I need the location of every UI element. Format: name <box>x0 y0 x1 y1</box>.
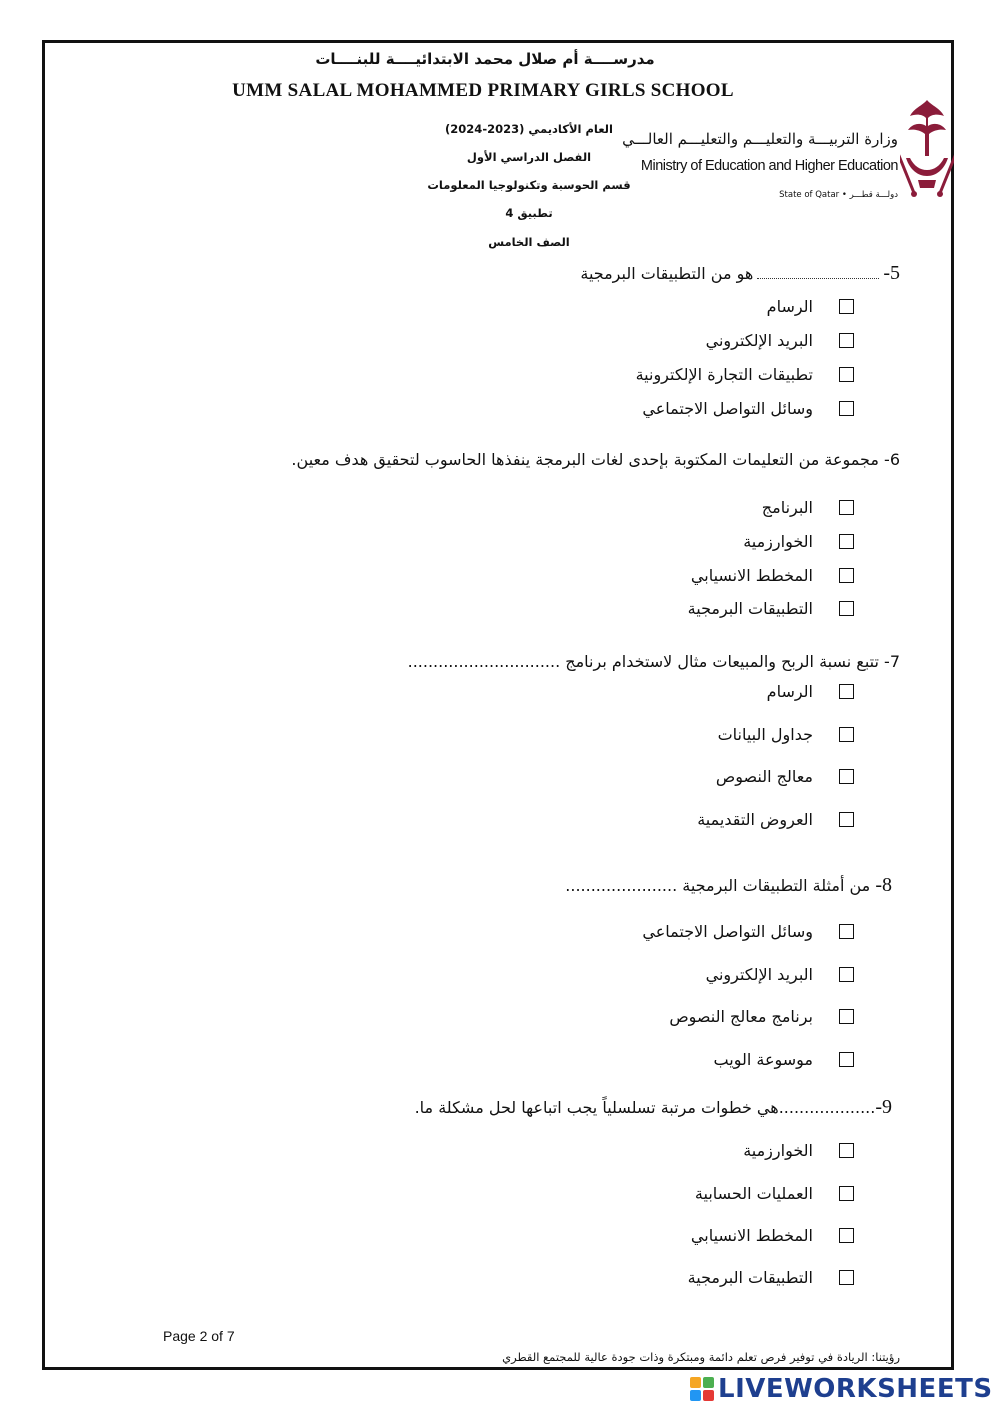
checkbox[interactable] <box>839 769 854 784</box>
state-of-qatar: State of Qatar • دولـــة قطـــر <box>779 190 898 200</box>
grade: الصف الخامس <box>488 235 570 249</box>
question-text: تتبع نسبة الربح والمبيعات مثال لاستخدام برنامج .............................. <box>407 652 879 671</box>
option-label: تطبيقات التجارة الإلكترونية <box>635 365 813 384</box>
checkbox[interactable] <box>839 1186 854 1201</box>
option-5-2[interactable] <box>706 331 854 350</box>
academic-year: العام الأكاديمي (2023-2024) <box>445 122 613 136</box>
option-label: العروض التقديمية <box>697 810 813 829</box>
option-5-3[interactable] <box>636 365 854 384</box>
checkbox[interactable] <box>839 812 854 827</box>
question-8 <box>565 874 892 897</box>
checkbox[interactable] <box>839 333 854 348</box>
option-8-3[interactable] <box>669 1007 854 1026</box>
question-text: من أمثلة التطبيقات البرمجية ...................... <box>565 876 871 895</box>
option-6-2[interactable] <box>743 532 854 551</box>
qatar-emblem-icon <box>900 96 954 208</box>
option-8-1[interactable] <box>642 922 854 941</box>
school-name-arabic: مدرســــة أم صلال محمد الابتدائيــــة للبنــــات <box>315 50 655 68</box>
checkbox[interactable] <box>839 1143 854 1158</box>
checkbox[interactable] <box>839 601 854 616</box>
option-6-1[interactable] <box>762 498 854 517</box>
option-7-3[interactable] <box>716 767 854 786</box>
checkbox[interactable] <box>839 500 854 515</box>
option-label: العمليات الحسابية <box>694 1184 813 1203</box>
option-7-4[interactable] <box>697 810 854 829</box>
ministry-logo <box>622 96 954 208</box>
option-9-1[interactable] <box>743 1141 854 1160</box>
liveworksheets-logo[interactable] <box>690 1374 993 1404</box>
option-7-2[interactable] <box>718 725 854 744</box>
department: قسم الحوسبة وتكنولوجيا المعلومات <box>427 178 631 192</box>
ministry-name-arabic: وزارة التربيـــة والتعليـــم والتعليـــم العالـــي <box>622 130 898 148</box>
option-label: الرسام <box>766 297 813 316</box>
option-9-4[interactable] <box>688 1268 854 1287</box>
question-number: 7- <box>884 652 900 671</box>
checkbox[interactable] <box>839 401 854 416</box>
checkbox[interactable] <box>839 1228 854 1243</box>
checkbox[interactable] <box>839 684 854 699</box>
worksheet-number: تطبيق 4 <box>505 206 553 220</box>
option-label: البرنامج <box>761 498 813 517</box>
question-9 <box>415 1096 892 1119</box>
option-9-3[interactable] <box>691 1226 854 1245</box>
checkbox[interactable] <box>839 367 854 382</box>
option-5-4[interactable] <box>642 399 854 418</box>
option-label: معالج النصوص <box>715 767 813 786</box>
option-label: الرسام <box>766 682 813 701</box>
question-text: مجموعة من التعليمات المكتوبة بإحدى لغات البرمجة ينفذها الحاسوب لتحقيق هدف معين. <box>291 450 879 469</box>
option-5-1[interactable] <box>767 297 854 316</box>
option-label: التطبيقات البرمجية <box>687 1268 813 1287</box>
option-label: المخطط الانسيابي <box>690 1226 813 1245</box>
option-label: وسائل التواصل الاجتماعي <box>642 399 813 418</box>
question-7 <box>408 652 900 671</box>
option-label: البريد الإلكتروني <box>705 331 813 350</box>
checkbox[interactable] <box>839 534 854 549</box>
option-label: الخوارزمية <box>743 532 813 551</box>
checkbox[interactable] <box>839 1270 854 1285</box>
option-6-4[interactable] <box>688 599 854 618</box>
checkbox[interactable] <box>839 967 854 982</box>
option-8-4[interactable] <box>714 1050 854 1069</box>
checkbox[interactable] <box>839 1052 854 1067</box>
liveworksheets-icon <box>690 1377 714 1401</box>
ministry-name-english: Ministry of Education and Higher Education <box>640 158 898 174</box>
option-label: التطبيقات البرمجية <box>687 599 813 618</box>
question-5 <box>580 262 900 285</box>
question-number: 5- <box>883 262 900 284</box>
question-number: 6- <box>884 450 900 469</box>
option-9-2[interactable] <box>695 1184 854 1203</box>
question-text: ...................هي خطوات مرتبة تسلسلياً يجب اتباعها لحل مشكلة ما. <box>414 1098 876 1117</box>
option-label: موسوعة الويب <box>713 1050 813 1069</box>
option-label: الخوارزمية <box>743 1141 813 1160</box>
checkbox[interactable] <box>839 924 854 939</box>
page-number: Page 2 of 7 <box>163 1328 235 1344</box>
answer-blank[interactable] <box>757 272 879 279</box>
semester: الفصل الدراسي الأول <box>466 150 592 164</box>
vision-statement: رؤيتنا: الريادة في توفير فرص تعلم دائمة ومبتكرة وذات جودة عالية للمجتمع القطري <box>502 1350 900 1364</box>
school-name-english: UMM SALAL MOHAMMED PRIMARY GIRLS SCHOOL <box>232 80 734 101</box>
checkbox[interactable] <box>839 568 854 583</box>
option-6-3[interactable] <box>691 566 854 585</box>
option-label: جداول البيانات <box>717 725 813 744</box>
checkbox[interactable] <box>839 1009 854 1024</box>
option-label: برنامج معالج النصوص <box>669 1007 813 1026</box>
option-label: وسائل التواصل الاجتماعي <box>642 922 813 941</box>
question-6 <box>291 450 900 469</box>
question-number: 9- <box>875 1096 892 1118</box>
option-8-2[interactable] <box>706 965 854 984</box>
question-number: 8- <box>875 874 892 896</box>
option-label: المخطط الانسيابي <box>690 566 813 585</box>
liveworksheets-brand: LIVEWORKSHEETS <box>718 1374 993 1404</box>
question-text: هو من التطبيقات البرمجية <box>580 264 754 283</box>
checkbox[interactable] <box>839 299 854 314</box>
option-7-1[interactable] <box>767 682 854 701</box>
checkbox[interactable] <box>839 727 854 742</box>
option-label: البريد الإلكتروني <box>705 965 813 984</box>
